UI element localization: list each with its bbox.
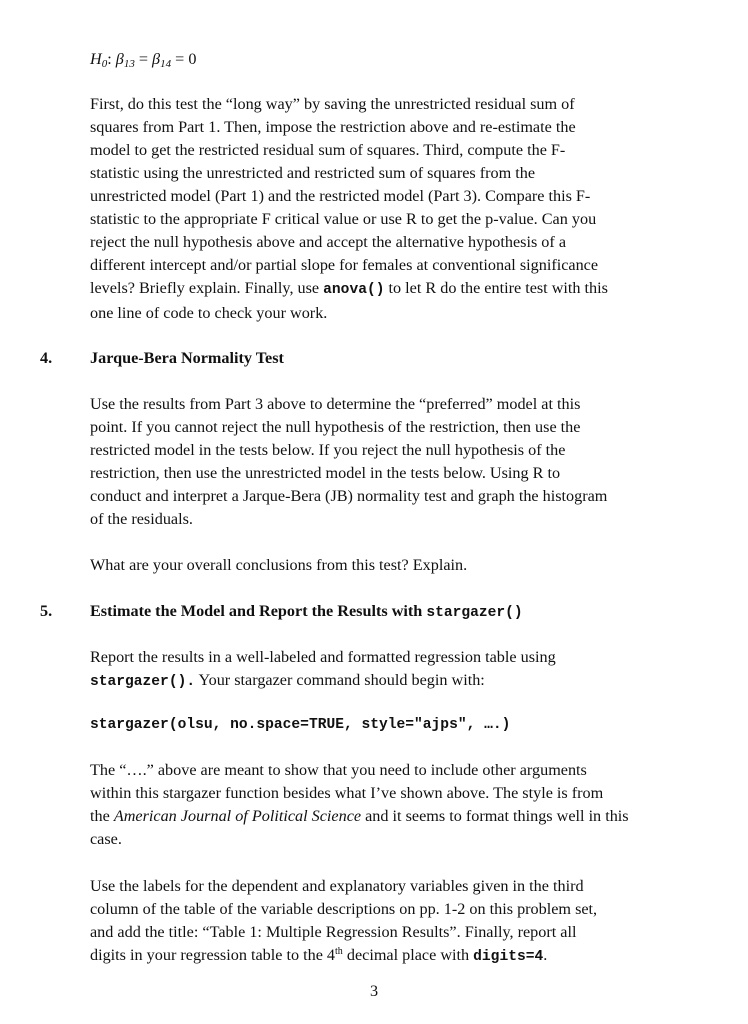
beta-13-subscript: 13 — [123, 58, 135, 70]
paragraph-line: Report the results in a well-labeled and formatted regression table using — [90, 648, 556, 666]
paragraph-line: First, do this test the “long way” by saving the unrestricted residual sum of — [90, 95, 575, 113]
equals-sign: = — [175, 50, 185, 68]
stargazer-code: stargazer() — [426, 605, 523, 621]
section-5-title — [90, 600, 523, 625]
null-hypothesis-formula — [90, 48, 196, 71]
digits-code: digits=4 — [473, 949, 544, 965]
section-4-number: 4. — [40, 349, 53, 367]
page-number: 3 — [369, 982, 379, 1000]
stargazer-instructions-paragraph — [90, 646, 700, 694]
equals-sign: = — [138, 50, 148, 68]
line-text: digits in your regression table to the 4 — [90, 946, 336, 964]
paragraph-line — [90, 669, 700, 694]
paragraph-line: squares from Part 1. Then, impose the restriction above and re-estimate the — [90, 118, 576, 136]
paragraph-line: different intercept and/or partial slope for females at conventional significance — [90, 256, 599, 274]
paragraph-line: reject the null hypothesis above and accept the alternative hypothesis of a — [90, 233, 567, 251]
paragraph-line — [90, 944, 700, 969]
paragraph-line: case. — [90, 830, 122, 848]
paragraph-line: of the residuals. — [90, 510, 193, 528]
paragraph-line: one line of code to check your work. — [90, 304, 328, 322]
paragraph-line: statistic to the appropriate F critical value or use R to get the p-value. Can you — [90, 210, 597, 228]
conclusions-question: What are your overall conclusions from this test? Explain. — [90, 556, 468, 574]
line-text: and it seems to format things well in this — [361, 807, 629, 825]
f-test-instructions-paragraph — [90, 93, 700, 325]
paragraph-line: statistic using the unrestricted and restricted sum of squares from the — [90, 164, 536, 182]
paragraph-line: The “….” above are meant to show that you need to include other arguments — [90, 761, 587, 779]
colon: : — [107, 50, 112, 68]
paragraph-line — [90, 277, 700, 302]
ellipsis-explanation-paragraph — [90, 759, 700, 851]
paragraph-line: Use the labels for the dependent and explanatory variables given in the third — [90, 877, 584, 895]
paragraph-line: model to get the restricted residual sum of squares. Third, compute the F- — [90, 141, 566, 159]
paragraph-line: Use the results from Part 3 above to determine the “preferred” model at this — [90, 395, 581, 413]
line-text: Your stargazer command should begin with: — [195, 671, 485, 689]
jarque-bera-paragraph — [90, 393, 700, 531]
section-4-title: Jarque-Bera Normality Test — [90, 349, 284, 367]
paragraph-line: restricted model in the tests below. If you reject the null hypothesis of the — [90, 441, 566, 459]
paragraph-line: conduct and interpret a Jarque-Bera (JB) normality test and graph the histogram — [90, 487, 608, 505]
ordinal-superscript: th — [335, 946, 343, 957]
h-subscript: 0 — [101, 58, 108, 70]
title-text: Estimate the Model and Report the Results with — [90, 602, 427, 620]
beta-14-subscript: 14 — [160, 58, 172, 70]
paragraph-line: restriction, then use the unrestricted model in the tests below. Using R to — [90, 464, 561, 482]
paragraph-line: point. If you cannot reject the null hypothesis of the restriction, then use the — [90, 418, 581, 436]
anova-code: anova() — [323, 282, 385, 298]
paragraph-line: and add the title: “Table 1: Multiple Regression Results”. Finally, report all — [90, 923, 577, 941]
line-text: levels? Briefly explain. Finally, use — [90, 279, 324, 297]
paragraph-line: unrestricted model (Part 1) and the restricted model (Part 3). Compare this F- — [90, 187, 591, 205]
section-5-number: 5. — [40, 602, 53, 620]
line-text: to let R do the entire test with this — [384, 279, 608, 297]
line-text: . — [543, 946, 548, 964]
line-text: the — [90, 807, 114, 825]
labels-and-title-paragraph — [90, 875, 700, 969]
stargazer-command-code: stargazer(olsu, no.space=TRUE, style="ajps", ….) — [90, 717, 511, 733]
line-text: decimal place with — [342, 946, 474, 964]
beta-14-symbol: β — [152, 50, 161, 68]
paragraph-line — [90, 805, 700, 828]
zero-value: 0 — [188, 50, 197, 68]
paragraph-line: column of the table of the variable descriptions on pp. 1-2 on this problem set, — [90, 900, 598, 918]
beta-13-symbol: β — [115, 50, 124, 68]
journal-name: American Journal of Political Science — [113, 807, 362, 825]
h-symbol: H — [90, 50, 102, 68]
paragraph-line: within this stargazer function besides what I’ve shown above. The style is from — [90, 784, 604, 802]
stargazer-code: stargazer(). — [90, 674, 196, 690]
